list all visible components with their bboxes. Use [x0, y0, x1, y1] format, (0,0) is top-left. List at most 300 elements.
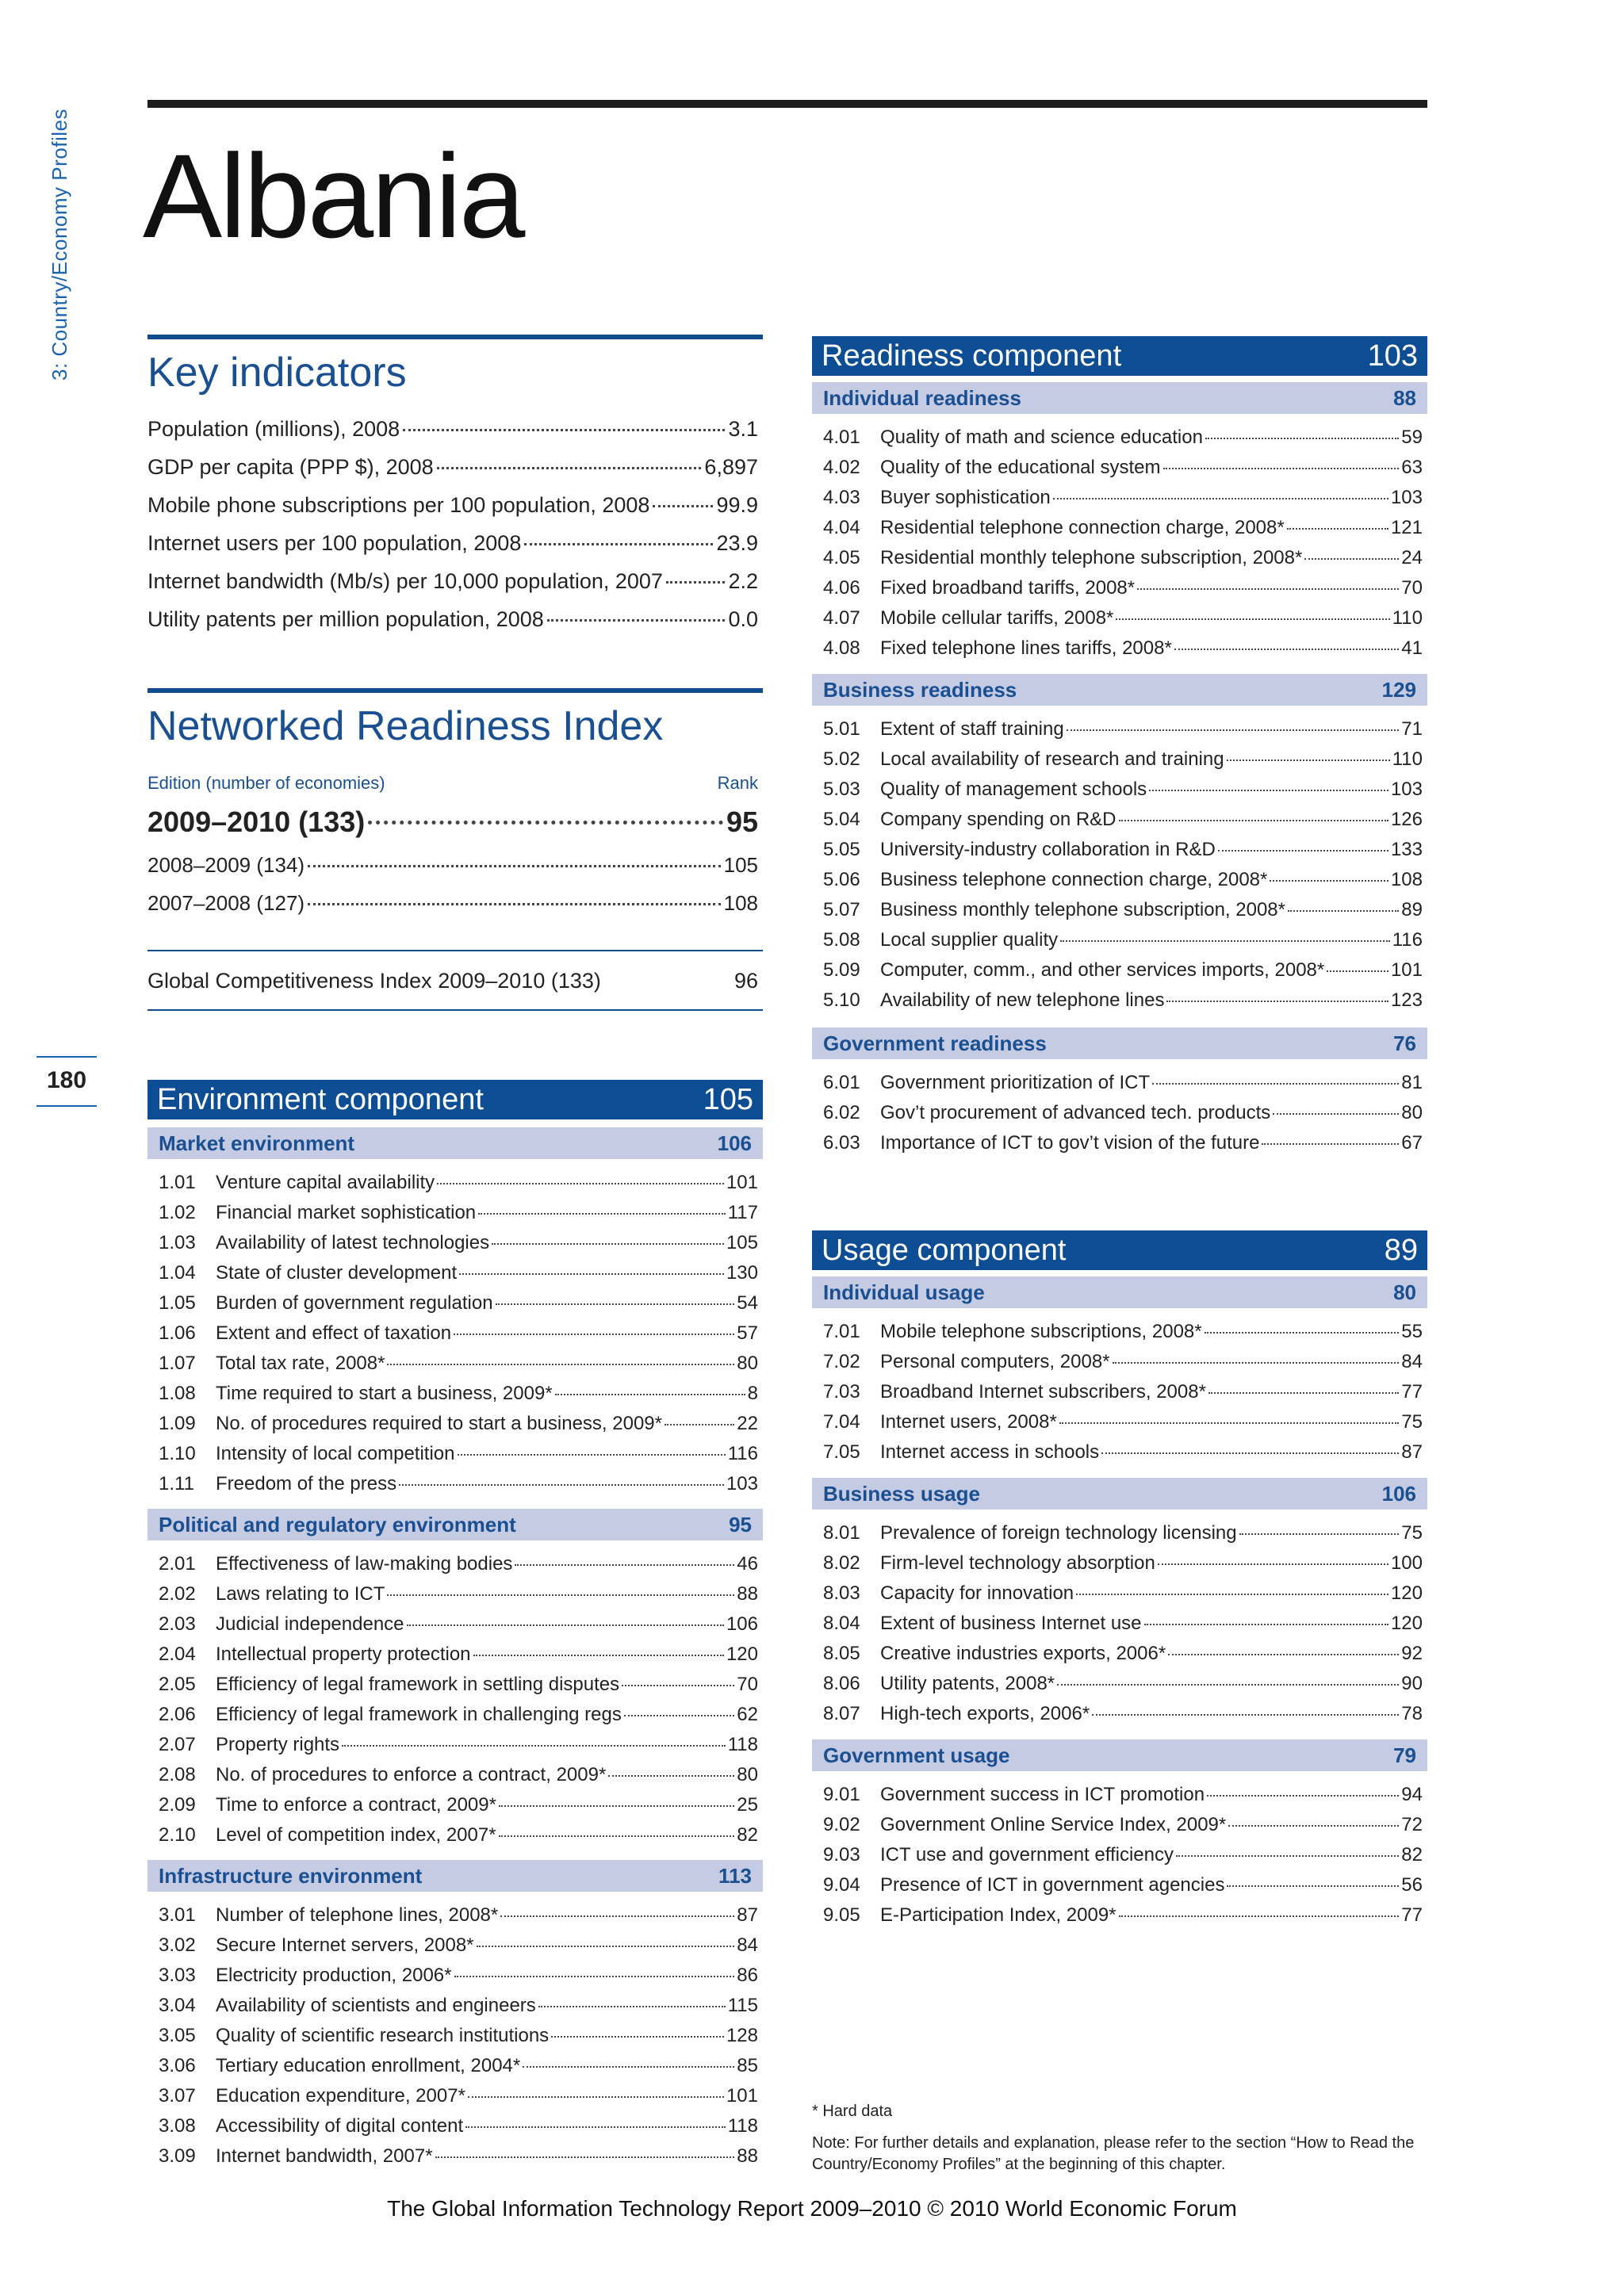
- indicator-label: Number of telephone lines, 2008*: [216, 1904, 499, 1926]
- indicator-number: 4.02: [823, 457, 860, 478]
- indicator-number: 9.05: [823, 1904, 860, 1926]
- indicator-rank: 103: [1390, 779, 1423, 800]
- indicator-number: 8.03: [823, 1582, 860, 1604]
- key-indicator-value: 23.9: [716, 531, 758, 555]
- key-indicator-value: 3.1: [728, 417, 758, 441]
- indicator-rank: 89: [1401, 899, 1423, 920]
- subcomponent-header: [147, 1860, 763, 1892]
- dot-leader: [653, 505, 713, 507]
- key-indicator-label: Utility patents per million population, 2008: [147, 607, 544, 631]
- indicator-rank: 116: [1392, 929, 1423, 951]
- subcomponent-header: [147, 1509, 763, 1540]
- dot-leader: [1168, 1654, 1399, 1655]
- dot-leader: [624, 1715, 734, 1716]
- indicator-label: Intellectual property protection: [216, 1644, 471, 1665]
- dot-leader: [1158, 1563, 1388, 1565]
- gci-rule-top: [147, 950, 763, 951]
- subcomponent-title: Business readiness: [823, 677, 1017, 702]
- indicator-label: Quality of management schools: [880, 779, 1147, 800]
- indicator-label: Judicial independence: [216, 1613, 404, 1635]
- indicator-row: [823, 929, 1423, 958]
- indicator-rank: 84: [1401, 1351, 1423, 1372]
- gci-value: 96: [733, 969, 758, 993]
- key-indicator-label: Mobile phone subscriptions per 100 population, 2008: [147, 493, 650, 517]
- indicator-rank: 63: [1401, 457, 1423, 478]
- indicator-number: 1.02: [159, 1202, 196, 1223]
- dot-leader: [1166, 1001, 1388, 1002]
- dot-leader: [368, 821, 723, 825]
- indicator-row: [823, 1072, 1423, 1100]
- indicator-row: [159, 1965, 758, 1993]
- dot-leader: [1205, 438, 1399, 439]
- indicator-row: [159, 1934, 758, 1963]
- indicator-number: 4.07: [823, 607, 860, 629]
- indicator-row: [823, 779, 1423, 807]
- indicator-rank: 130: [726, 1262, 758, 1284]
- indicator-label: ICT use and government efficiency: [880, 1844, 1174, 1866]
- key-indicator-row: [147, 569, 758, 594]
- indicator-number: 5.08: [823, 929, 860, 951]
- dot-leader: [1207, 1795, 1399, 1797]
- indicator-label: Tertiary education enrollment, 2004*: [216, 2055, 521, 2076]
- indicator-rank: 25: [737, 1794, 758, 1816]
- indicator-label: Secure Internet servers, 2008*: [216, 1934, 474, 1956]
- dot-leader: [1119, 1915, 1400, 1917]
- dot-leader: [459, 1273, 724, 1275]
- subcomponent-rank: 76: [1393, 1031, 1416, 1055]
- usage-component-header: [812, 1230, 1427, 1270]
- indicator-row: [823, 607, 1423, 636]
- indicator-number: 8.01: [823, 1522, 860, 1544]
- dot-leader: [1076, 1594, 1388, 1595]
- indicator-number: 5.07: [823, 899, 860, 920]
- indicator-number: 7.01: [823, 1321, 860, 1342]
- dot-leader: [547, 619, 726, 622]
- indicator-row: [159, 1995, 758, 2023]
- indicator-label: Gov’t procurement of advanced tech. products: [880, 1102, 1271, 1123]
- indicator-label: Mobile telephone subscriptions, 2008*: [880, 1321, 1202, 1342]
- dot-leader: [1163, 468, 1400, 469]
- indicator-row: [823, 1321, 1423, 1349]
- subcomponent-title: Business usage: [823, 1481, 980, 1506]
- indicator-rank: 77: [1401, 1381, 1423, 1402]
- dot-leader: [1227, 1885, 1399, 1887]
- nri-edition: 2008–2009 (134): [147, 853, 305, 877]
- subcomponent-title: Government readiness: [823, 1031, 1047, 1055]
- indicator-number: 1.03: [159, 1232, 196, 1253]
- indicator-rank: 101: [726, 2085, 758, 2107]
- key-indicator-label: Internet bandwidth (Mb/s) per 10,000 population, 2007: [147, 569, 663, 593]
- indicator-rank: 120: [1390, 1582, 1423, 1604]
- indicator-row: [159, 1292, 758, 1321]
- indicator-row: [823, 1643, 1423, 1671]
- key-indicator-label: Population (millions), 2008: [147, 417, 400, 441]
- page-number: 180: [46, 1067, 87, 1093]
- indicator-rank: 82: [737, 1824, 758, 1846]
- dot-leader: [1218, 850, 1388, 851]
- indicator-number: 3.09: [159, 2145, 196, 2167]
- indicator-rank: 100: [1390, 1552, 1423, 1574]
- dot-leader: [499, 1805, 734, 1807]
- indicator-number: 8.04: [823, 1613, 860, 1634]
- indicator-row: [823, 577, 1423, 606]
- indicator-label: Local supplier quality: [880, 929, 1059, 951]
- key-indicator-value: 6,897: [704, 455, 758, 479]
- dot-leader: [1262, 1143, 1399, 1145]
- indicator-label: Extent of staff training: [880, 718, 1064, 740]
- indicator-number: 3.01: [159, 1904, 196, 1926]
- indicator-rank: 56: [1401, 1874, 1423, 1896]
- indicator-label: Level of competition index, 2007*: [216, 1824, 496, 1846]
- indicator-number: 9.02: [823, 1814, 860, 1835]
- indicator-rank: 8: [747, 1383, 758, 1404]
- dot-leader: [1239, 1533, 1400, 1535]
- indicator-label: Utility patents, 2008*: [880, 1673, 1055, 1694]
- indicator-label: Availability of new telephone lines: [880, 989, 1165, 1011]
- subcomponent-title: Infrastructure environment: [159, 1863, 423, 1888]
- indicator-row: [159, 2145, 758, 2174]
- indicator-label: Electricity production, 2006*: [216, 1965, 452, 1986]
- page-number-rule-top: [36, 1056, 97, 1058]
- indicator-row: [823, 1784, 1423, 1812]
- indicator-label: No. of procedures to enforce a contract, 2009*: [216, 1764, 607, 1785]
- indicator-rank: 117: [727, 1202, 758, 1223]
- subcomponent-header: [812, 1027, 1427, 1059]
- dot-leader: [1119, 820, 1388, 821]
- indicator-number: 2.05: [159, 1674, 196, 1695]
- subcomponent-rank: 106: [1381, 1481, 1416, 1506]
- indicator-number: 2.01: [159, 1553, 196, 1575]
- subcomponent-title: Individual usage: [823, 1280, 985, 1304]
- indicator-row: [823, 839, 1423, 867]
- dot-leader: [1113, 1362, 1400, 1364]
- indicator-number: 3.07: [159, 2085, 196, 2107]
- indicator-label: Availability of scientists and engineers: [216, 1995, 536, 2016]
- indicator-row: [823, 959, 1423, 988]
- dot-leader: [407, 1624, 724, 1626]
- indicator-number: 1.06: [159, 1322, 196, 1344]
- dot-leader: [1137, 588, 1399, 590]
- subcomponent-rank: 79: [1393, 1743, 1416, 1767]
- dot-leader: [437, 467, 702, 469]
- indicator-row: [823, 457, 1423, 485]
- indicator-number: 4.08: [823, 637, 860, 659]
- indicator-row: [823, 899, 1423, 928]
- dot-leader: [1304, 558, 1399, 560]
- indicator-rank: 80: [1401, 1102, 1423, 1123]
- component-title: Readiness component: [822, 339, 1122, 373]
- indicator-row: [159, 1553, 758, 1582]
- indicator-label: Residential telephone connection charge, 2008*: [880, 517, 1285, 538]
- component-title: Usage component: [822, 1233, 1067, 1267]
- indicator-number: 3.03: [159, 1965, 196, 1986]
- indicator-rank: 133: [1390, 839, 1423, 860]
- subcomponent-header: [812, 674, 1427, 706]
- indicator-number: 1.08: [159, 1383, 196, 1404]
- dot-leader: [1092, 1714, 1399, 1716]
- indicator-row: [159, 1794, 758, 1823]
- top-rule: [147, 100, 1427, 108]
- subcomponent-rank: 113: [718, 1863, 752, 1888]
- key-indicator-value: 0.0: [728, 607, 758, 631]
- indicator-row: [823, 1582, 1423, 1611]
- nri-edition: 2009–2010 (133): [147, 806, 366, 838]
- key-indicator-label: GDP per capita (PPP $), 2008: [147, 455, 434, 479]
- indicator-number: 4.05: [823, 547, 860, 568]
- indicator-number: 1.05: [159, 1292, 196, 1314]
- indicator-rank: 103: [1390, 487, 1423, 508]
- indicator-row: [159, 1383, 758, 1411]
- subcomponent-rank: 129: [1381, 677, 1416, 702]
- indicator-row: [159, 1613, 758, 1642]
- indicator-rank: 92: [1401, 1643, 1423, 1664]
- indicator-label: Importance of ICT to gov’t vision of the future: [880, 1132, 1260, 1154]
- indicator-number: 9.03: [823, 1844, 860, 1866]
- country-title: Albania: [143, 129, 523, 262]
- indicator-row: [823, 1874, 1423, 1903]
- dot-leader: [477, 1946, 735, 1947]
- indicator-number: 2.08: [159, 1764, 196, 1785]
- indicator-rank: 110: [1392, 748, 1423, 770]
- indicator-label: Government prioritization of ICT: [880, 1072, 1151, 1093]
- indicator-label: Personal computers, 2008*: [880, 1351, 1110, 1372]
- indicator-number: 8.05: [823, 1643, 860, 1664]
- key-indicator-row: [147, 455, 758, 480]
- dot-leader: [1176, 1855, 1399, 1857]
- indicator-label: E-Participation Index, 2009*: [880, 1904, 1116, 1926]
- dot-leader: [465, 2126, 726, 2128]
- indicator-label: Education expenditure, 2007*: [216, 2085, 465, 2107]
- dot-leader: [1205, 1332, 1400, 1334]
- indicator-rank: 101: [1390, 959, 1423, 981]
- indicator-number: 6.01: [823, 1072, 860, 1093]
- indicator-label: University-industry collaboration in R&D: [880, 839, 1216, 860]
- indicator-rank: 80: [737, 1353, 758, 1374]
- indicator-label: Burden of government regulation: [216, 1292, 493, 1314]
- subcomponent-rank: 95: [729, 1512, 752, 1536]
- indicator-rank: 87: [1401, 1441, 1423, 1463]
- indicator-label: Availability of latest technologies: [216, 1232, 490, 1253]
- indicator-rank: 57: [737, 1322, 758, 1344]
- indicator-rank: 88: [737, 1583, 758, 1605]
- dot-leader: [1116, 618, 1389, 620]
- indicator-rank: 121: [1390, 517, 1423, 538]
- indicator-row: [159, 1202, 758, 1230]
- indicator-label: Effectiveness of law-making bodies: [216, 1553, 513, 1575]
- indicator-rank: 84: [737, 1934, 758, 1956]
- indicator-label: Internet access in schools: [880, 1441, 1100, 1463]
- indicator-row: [823, 1381, 1423, 1410]
- dot-leader: [523, 2066, 734, 2068]
- indicator-row: [159, 1644, 758, 1672]
- readiness-component-header: [812, 336, 1427, 376]
- dot-leader: [458, 1454, 726, 1456]
- indicator-label: Quality of scientific research institutions: [216, 2025, 550, 2046]
- nri-rank-header: Rank: [717, 773, 758, 793]
- nri-column-headers: [147, 773, 758, 794]
- indicator-row: [823, 1814, 1423, 1843]
- component-rank: 105: [703, 1082, 753, 1116]
- indicator-rank: 67: [1401, 1132, 1423, 1154]
- indicator-rank: 75: [1401, 1522, 1423, 1544]
- indicator-row: [159, 1413, 758, 1441]
- nri-rank: 95: [726, 806, 758, 838]
- indicator-label: High-tech exports, 2006*: [880, 1703, 1090, 1724]
- indicator-rank: 101: [726, 1172, 758, 1193]
- dot-leader: [473, 1655, 724, 1656]
- dot-leader: [1273, 1113, 1399, 1115]
- indicator-row: [823, 1844, 1423, 1873]
- dot-leader: [1208, 1392, 1399, 1394]
- indicator-number: 2.07: [159, 1734, 196, 1755]
- indicator-rank: 62: [737, 1704, 758, 1725]
- indicator-label: Creative industries exports, 2006*: [880, 1643, 1166, 1664]
- indicator-label: Government success in ICT promotion: [880, 1784, 1205, 1805]
- indicator-row: [159, 1322, 758, 1351]
- indicator-label: Firm-level technology absorption: [880, 1552, 1155, 1574]
- dot-leader: [538, 2006, 726, 2007]
- indicator-rank: 118: [727, 2115, 758, 2137]
- dot-leader: [1149, 790, 1388, 791]
- indicator-rank: 90: [1401, 1673, 1423, 1694]
- subcomponent-title: Market environment: [159, 1131, 355, 1155]
- subcomponent-header: [812, 1276, 1427, 1308]
- indicator-number: 6.03: [823, 1132, 860, 1154]
- indicator-row: [159, 2055, 758, 2084]
- indicator-rank: 70: [737, 1674, 758, 1695]
- dot-leader: [608, 1775, 734, 1777]
- indicator-rank: 126: [1390, 809, 1423, 830]
- nri-rank: 105: [723, 853, 758, 877]
- indicator-rank: 41: [1401, 637, 1423, 659]
- page-footer: The Global Information Technology Report 2009–2010 © 2010 World Economic Forum: [387, 2196, 1237, 2221]
- indicator-rank: 86: [737, 1965, 758, 1986]
- indicator-row: [159, 2085, 758, 2114]
- dot-leader: [622, 1685, 734, 1686]
- dot-leader: [387, 1364, 734, 1365]
- indicator-rank: 88: [737, 2145, 758, 2167]
- indicator-rank: 87: [737, 1904, 758, 1926]
- nri-edition: 2007–2008 (127): [147, 891, 305, 915]
- indicator-label: Mobile cellular tariffs, 2008*: [880, 607, 1114, 629]
- dot-leader: [1152, 1083, 1399, 1085]
- indicator-label: Extent and effect of taxation: [216, 1322, 452, 1344]
- indicator-number: 1.09: [159, 1413, 196, 1434]
- indicator-label: Efficiency of legal framework in challenging regs: [216, 1704, 622, 1725]
- indicator-number: 5.05: [823, 839, 860, 860]
- indicator-row: [159, 1824, 758, 1853]
- indicator-row: [823, 1904, 1423, 1933]
- indicator-rank: 103: [726, 1473, 758, 1494]
- nri-past-row: [147, 853, 758, 878]
- key-indicators-title: Key indicators: [147, 350, 407, 396]
- indicator-number: 8.02: [823, 1552, 860, 1574]
- indicator-row: [159, 1473, 758, 1502]
- subcomponent-title: Political and regulatory environment: [159, 1512, 516, 1536]
- indicator-rank: 75: [1401, 1411, 1423, 1433]
- dot-leader: [666, 581, 726, 584]
- indicator-label: Company spending on R&D: [880, 809, 1116, 830]
- indicator-number: 2.04: [159, 1644, 196, 1665]
- indicator-rank: 59: [1401, 427, 1423, 448]
- indicator-row: [159, 1674, 758, 1702]
- indicator-rank: 108: [1390, 869, 1423, 890]
- indicator-row: [823, 748, 1423, 777]
- indicator-number: 4.01: [823, 427, 860, 448]
- dot-leader: [499, 1835, 735, 1837]
- dot-leader: [1057, 1684, 1399, 1686]
- dot-leader: [492, 1243, 724, 1245]
- indicator-number: 9.01: [823, 1784, 860, 1805]
- indicator-rank: 82: [1401, 1844, 1423, 1866]
- subcomponent-title: Individual readiness: [823, 385, 1021, 410]
- indicator-label: Computer, comm., and other services imports, 2008*: [880, 959, 1325, 981]
- indicator-row: [823, 1441, 1423, 1470]
- indicator-label: No. of procedures required to start a business, 2009*: [216, 1413, 662, 1434]
- indicator-label: Residential monthly telephone subscription, 2008*: [880, 547, 1303, 568]
- nri-rank: 108: [723, 891, 758, 915]
- indicator-row: [823, 1351, 1423, 1380]
- indicator-number: 5.09: [823, 959, 860, 981]
- indicator-label: Freedom of the press: [216, 1473, 397, 1494]
- indicator-label: Business telephone connection charge, 2008*: [880, 869, 1268, 890]
- dot-leader: [1270, 880, 1388, 882]
- indicator-rank: 110: [1392, 607, 1423, 629]
- indicator-number: 5.10: [823, 989, 860, 1011]
- indicator-number: 5.06: [823, 869, 860, 890]
- indicator-rank: 120: [726, 1644, 758, 1665]
- indicator-row: [159, 1704, 758, 1732]
- indicator-label: Extent of business Internet use: [880, 1613, 1142, 1634]
- indicator-number: 3.05: [159, 2025, 196, 2046]
- indicator-number: 8.06: [823, 1673, 860, 1694]
- key-indicator-row: [147, 531, 758, 556]
- indicator-number: 1.07: [159, 1353, 196, 1374]
- indicator-row: [823, 718, 1423, 747]
- key-indicators-rule: [147, 335, 763, 339]
- indicator-label: Government Online Service Index, 2009*: [880, 1814, 1227, 1835]
- indicator-number: 6.02: [823, 1102, 860, 1123]
- subcomponent-header: [147, 1127, 763, 1159]
- indicator-label: Internet bandwidth, 2007*: [216, 2145, 433, 2167]
- indicator-rank: 85: [737, 2055, 758, 2076]
- component-rank: 103: [1367, 339, 1418, 373]
- indicator-row: [159, 1583, 758, 1612]
- indicator-label: Efficiency of legal framework in settling disputes: [216, 1674, 620, 1695]
- dot-leader: [435, 2156, 735, 2158]
- indicator-rank: 55: [1401, 1321, 1423, 1342]
- indicator-label: Total tax rate, 2008*: [216, 1353, 385, 1374]
- subcomponent-rank: 80: [1393, 1280, 1416, 1304]
- indicator-label: Capacity for innovation: [880, 1582, 1074, 1604]
- indicator-label: Local availability of research and training: [880, 748, 1224, 770]
- gci-row: [147, 969, 758, 993]
- subcomponent-header: [812, 1478, 1427, 1510]
- dot-leader: [468, 2096, 724, 2098]
- indicator-number: 1.04: [159, 1262, 196, 1284]
- dot-leader: [555, 1394, 745, 1395]
- indicator-label: Quality of the educational system: [880, 457, 1161, 478]
- dot-leader: [399, 1484, 724, 1486]
- indicator-rank: 80: [737, 1764, 758, 1785]
- indicator-rank: 77: [1401, 1904, 1423, 1926]
- indicator-rank: 105: [726, 1232, 758, 1253]
- indicator-number: 3.06: [159, 2055, 196, 2076]
- key-indicator-row: [147, 493, 758, 518]
- key-indicator-row: [147, 607, 758, 632]
- indicator-row: [159, 1443, 758, 1471]
- dot-leader: [1101, 1452, 1399, 1454]
